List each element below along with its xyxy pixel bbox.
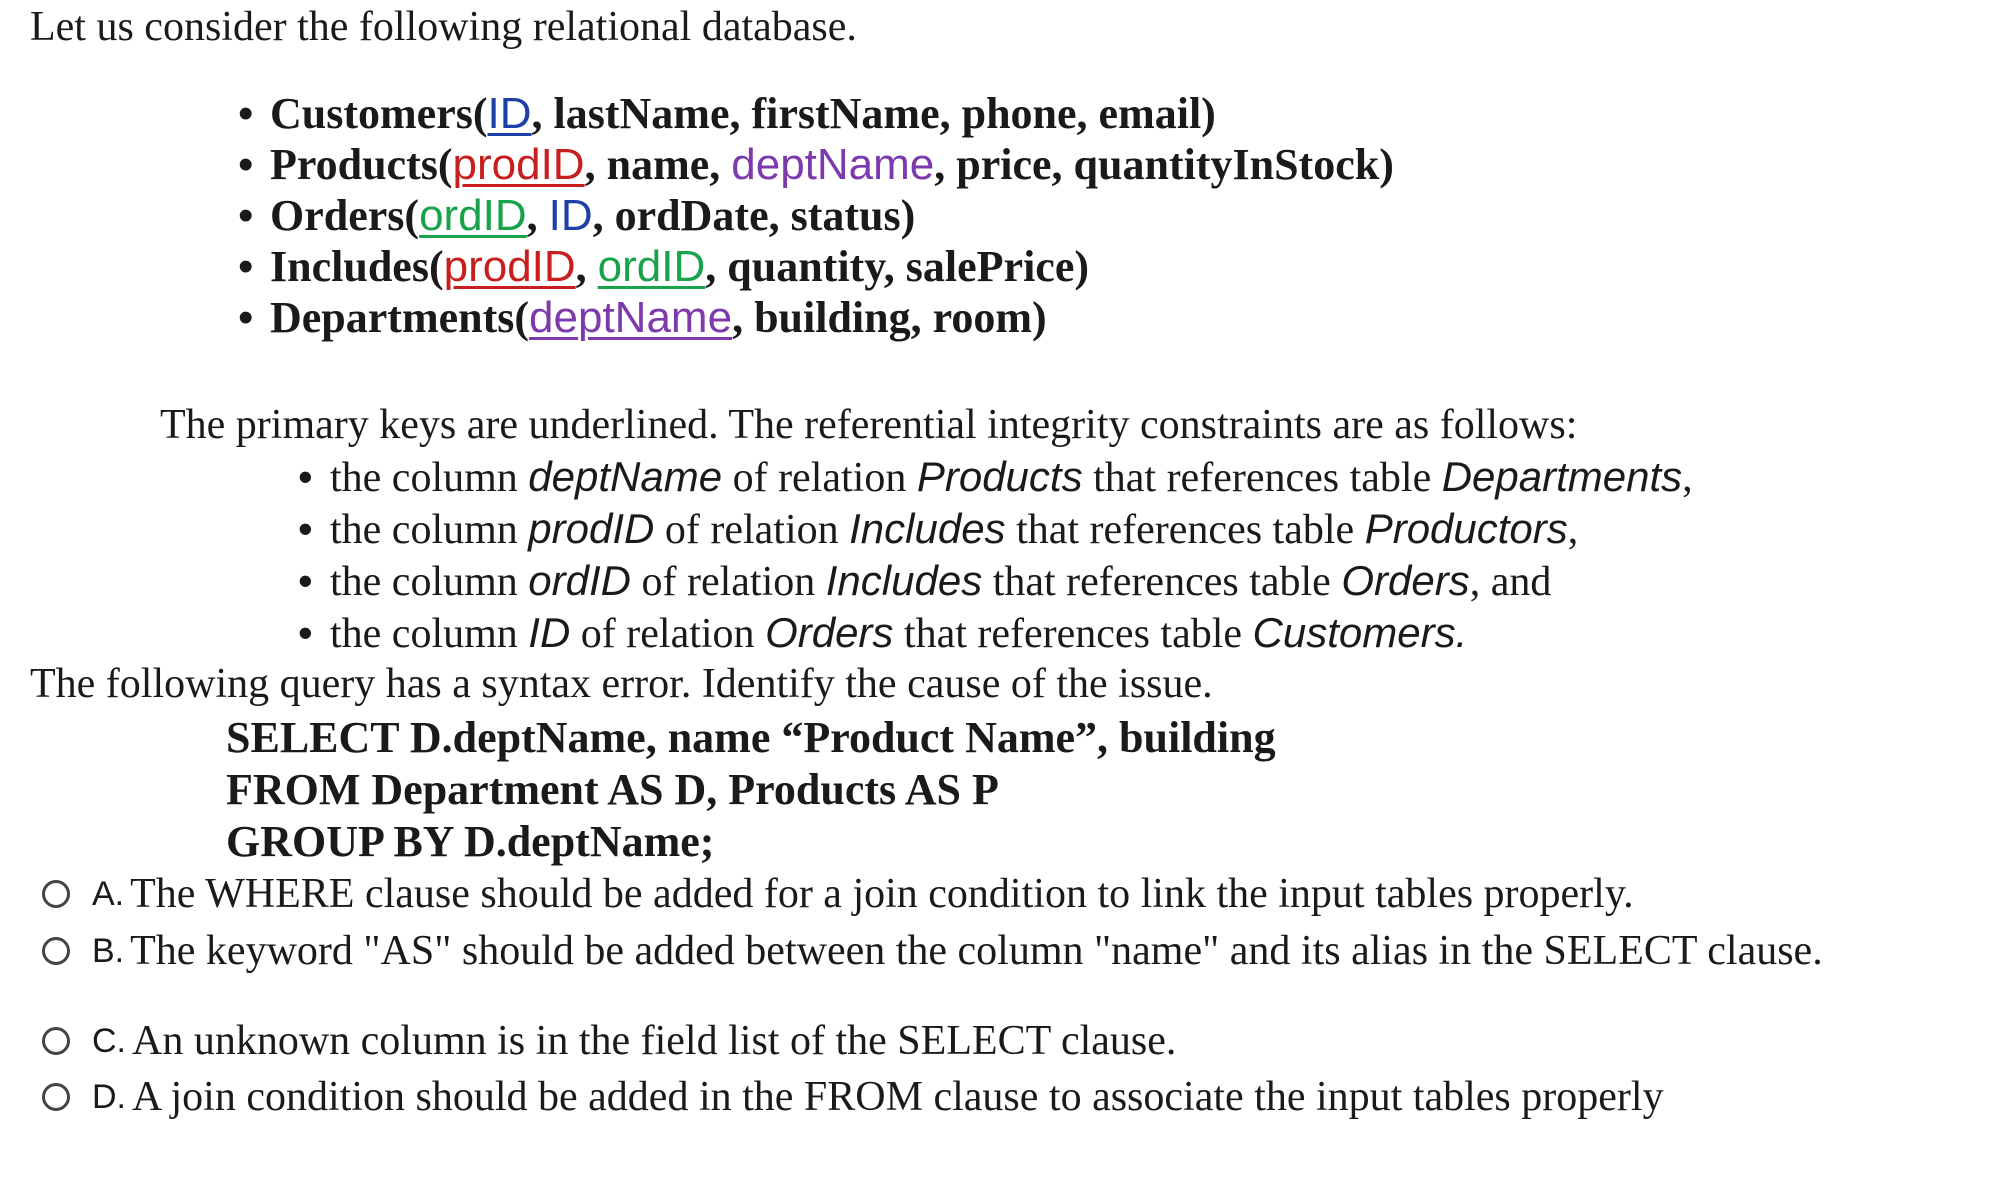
fk-deptname: deptName <box>731 140 935 189</box>
option-d[interactable] <box>42 1076 1664 1118</box>
fk-id: ID <box>548 191 593 240</box>
option-letter: D. <box>92 1078 126 1116</box>
option-text: The keyword "AS" should be added between the column "name" and its alias in the SELECT clause. <box>130 928 1823 974</box>
schema-customers: • Customers(ID, lastName, firstName, phone, email) <box>238 89 1216 138</box>
sql-line: SELECT D.deptName, name “Product Name”, building <box>226 713 1276 762</box>
radio-button[interactable] <box>42 1027 70 1055</box>
bullet: • <box>298 453 313 500</box>
pk-prodid: prodID <box>443 242 576 291</box>
option-a[interactable] <box>42 873 1634 915</box>
radio-button[interactable] <box>42 937 70 965</box>
option-text: A join condition should be added in the FROM clause to associate the input tables properly <box>132 1074 1664 1120</box>
pk-prodid: prodID <box>452 140 585 189</box>
option-text: An unknown column is in the field list of the SELECT clause. <box>132 1018 1177 1064</box>
constraint-item: • the column ID of relation Orders that references table Customers. <box>298 609 1468 657</box>
question-text: The following query has a syntax error. Identify the cause of the issue. <box>30 661 1213 707</box>
bullet: • <box>298 609 313 656</box>
constraint-item: • the column ordID of relation Includes that references table Orders, and <box>298 557 1552 605</box>
constraints-intro: The primary keys are underlined. The referential integrity constraints are as follows: <box>160 402 1578 448</box>
radio-button[interactable] <box>42 880 70 908</box>
pk-ordid: ordID <box>419 191 527 240</box>
option-text: The WHERE clause should be added for a join condition to link the input tables properly. <box>130 871 1634 917</box>
constraint-item: • the column prodID of relation Includes that references table Productors, <box>298 505 1579 553</box>
bullet: • <box>238 242 254 291</box>
bullet: • <box>238 89 254 138</box>
bullet: • <box>298 505 313 552</box>
radio-button[interactable] <box>42 1083 70 1111</box>
constraint-item: • the column deptName of relation Products that references table Departments, <box>298 453 1693 501</box>
option-b[interactable] <box>42 930 1823 972</box>
sql-line: FROM Department AS D, Products AS P <box>226 765 999 814</box>
option-letter: A. <box>92 875 125 913</box>
schema-includes: • Includes(prodID, ordID, quantity, salePrice) <box>238 242 1089 291</box>
bullet: • <box>238 191 254 240</box>
schema-products: • Products(prodID, name, deptName, price, quantityInStock) <box>238 140 1394 189</box>
pk-ordid: ordID <box>597 242 706 291</box>
schema-orders: • Orders(ordID, ID, ordDate, status) <box>238 191 916 240</box>
sql-line: GROUP BY D.deptName; <box>226 817 715 866</box>
intro-text: Let us consider the following relational database. <box>30 4 857 50</box>
bullet: • <box>238 140 254 189</box>
option-letter: C. <box>92 1022 126 1060</box>
bullet: • <box>238 293 254 342</box>
bullet: • <box>298 557 313 604</box>
pk-id: ID <box>487 89 532 138</box>
option-letter: B. <box>92 932 125 970</box>
schema-departments: • Departments(deptName, building, room) <box>238 293 1047 342</box>
pk-deptname: deptName <box>529 293 733 342</box>
option-c[interactable] <box>42 1020 1176 1062</box>
